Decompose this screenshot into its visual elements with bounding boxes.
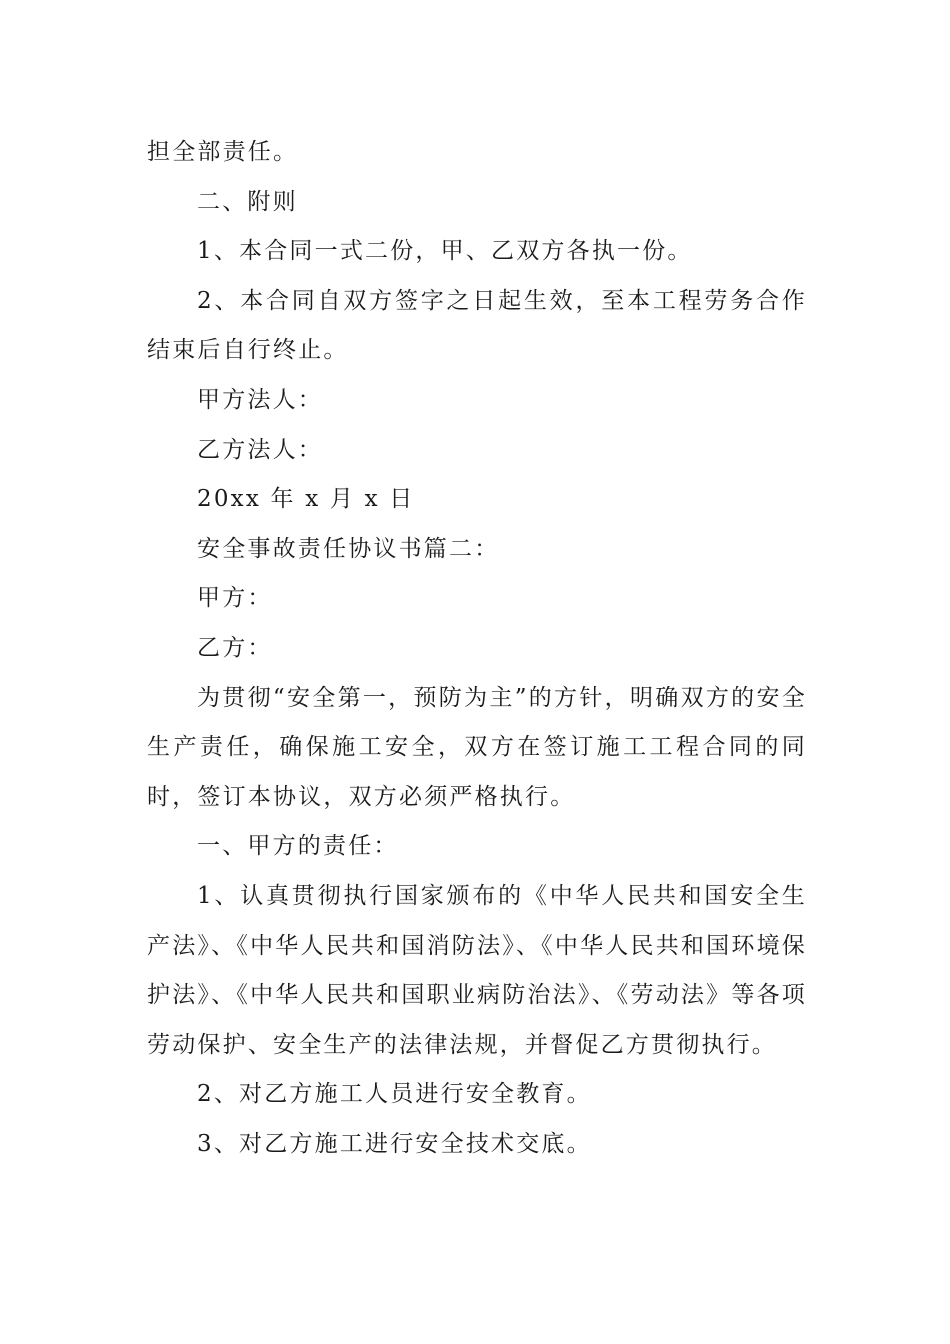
document-body <box>147 128 807 1169</box>
paragraph: 3、对乙方施工进行安全技术交底。 <box>197 1130 592 1157</box>
paragraph: 担全部责任。 <box>147 139 299 165</box>
signature-line-party-a: 甲方法人： <box>197 386 323 413</box>
party-b-line: 乙方： <box>197 634 273 661</box>
date-line: 20xx 年 x 月 x 日 <box>197 486 415 513</box>
paragraph: 2、本合同自双方签字之日起生效，至本工程劳务合作结束后自行终止。 <box>147 287 807 364</box>
paragraph: 1、认真贯彻执行国家颁布的《中华人民共和国安全生产法》、《中华人民共和国消防法》、《中华人民共和国环境保护法》、《中华人民共和国职业病防治法》、《劳动法》等各项劳动保护、安全生产的法律法规，并督促乙方贯彻执行。 <box>147 882 807 1058</box>
paragraph: 2、对乙方施工人员进行安全教育。 <box>197 1081 592 1108</box>
section-heading-party-a-duties: 一、甲方的责任： <box>197 833 399 860</box>
paragraph: 1、本合同一式二份，甲、乙双方各执一份。 <box>197 238 693 265</box>
section-heading-appendix: 二、附则 <box>197 188 298 215</box>
section-title: 安全事故责任协议书篇二： <box>197 535 500 562</box>
party-a-line: 甲方： <box>197 585 273 612</box>
paragraph: 为贯彻“安全第一，预防为主”的方针，明确双方的安全生产责任，确保施工安全，双方在签订施工工程合同的同时，签订本协议，双方必须严格执行。 <box>147 684 807 810</box>
signature-line-party-b: 乙方法人： <box>197 436 323 463</box>
